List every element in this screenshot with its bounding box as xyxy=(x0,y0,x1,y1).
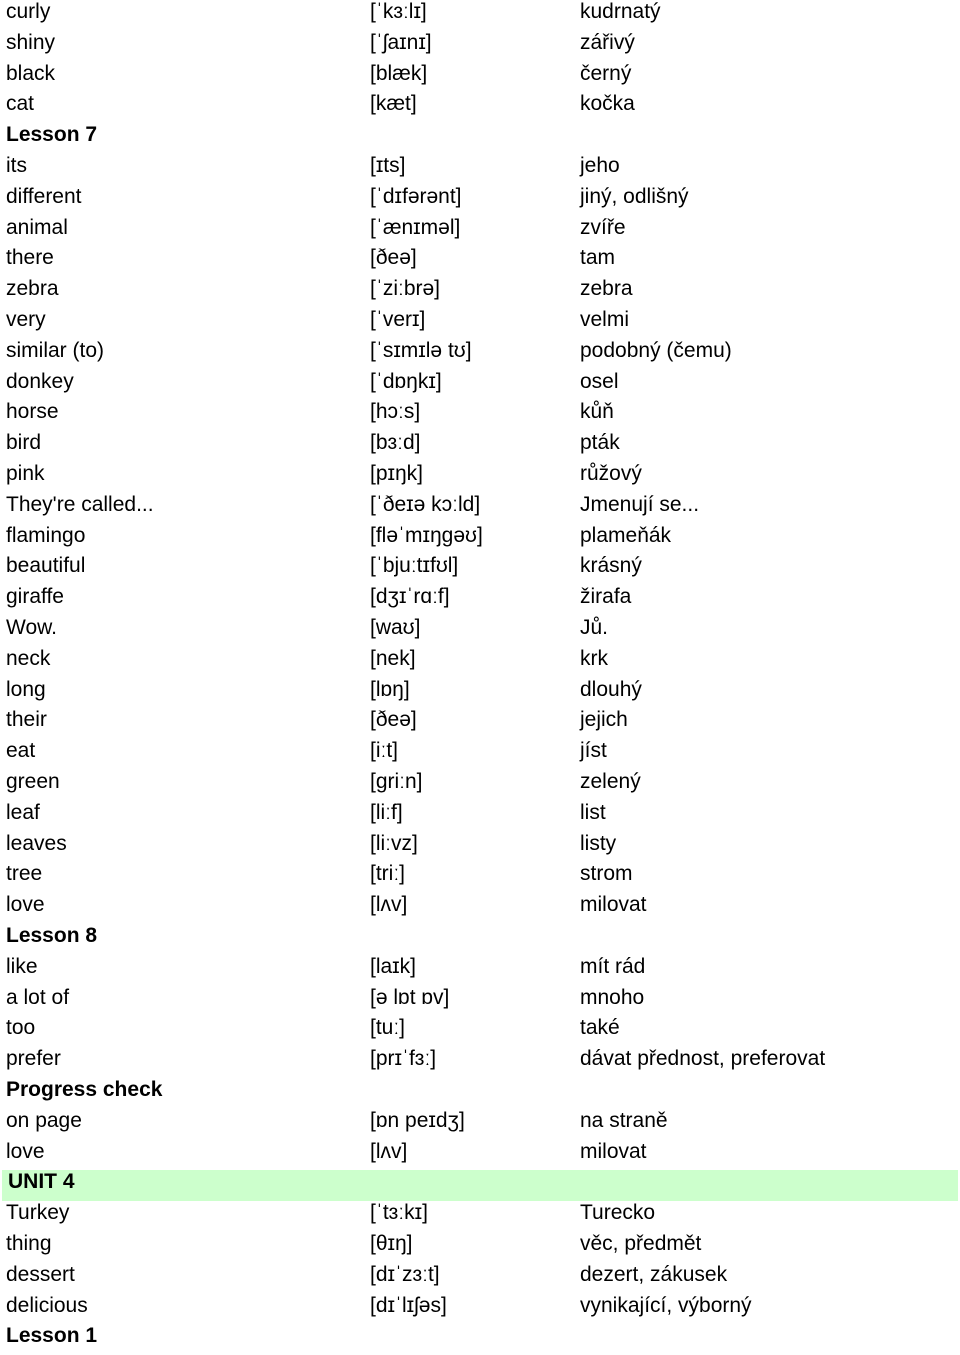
pronunciation: [laɪk] xyxy=(370,954,416,978)
pronunciation: [ðeə] xyxy=(370,708,417,732)
english-word: very xyxy=(6,308,46,331)
table-row xyxy=(0,1109,960,1140)
table-row xyxy=(0,1047,960,1078)
pronunciation: [dɪˈlɪʃəs] xyxy=(370,1293,447,1317)
czech-translation: list xyxy=(580,800,606,824)
table-row xyxy=(0,154,960,185)
table-row xyxy=(0,339,960,370)
czech-translation: pták xyxy=(580,431,620,455)
english-word: They're called... xyxy=(6,492,154,516)
pronunciation: [dɪˈzɜːt] xyxy=(370,1262,440,1286)
pronunciation: [blæk] xyxy=(370,61,428,85)
czech-translation: mít rád xyxy=(580,954,646,978)
czech-translation: také xyxy=(580,1016,620,1040)
pronunciation: [ɒn peɪdʒ] xyxy=(370,1108,465,1132)
english-word: their xyxy=(6,708,47,732)
czech-translation: tam xyxy=(580,246,616,270)
english-word: donkey xyxy=(6,369,74,393)
english-word: shiny xyxy=(6,30,56,54)
czech-translation: žirafa xyxy=(580,585,632,609)
czech-translation: milovat xyxy=(580,1139,647,1163)
pronunciation: [hɔːs] xyxy=(370,400,421,424)
pronunciation: [ˈkɜːlɪ] xyxy=(370,0,427,23)
english-word: cat xyxy=(6,92,35,116)
pronunciation: [ˈænɪməl] xyxy=(370,215,461,239)
table-row xyxy=(0,955,960,986)
table-row xyxy=(0,616,960,647)
czech-translation: černý xyxy=(580,61,632,85)
pronunciation: [pɪŋk] xyxy=(370,462,424,485)
table-row xyxy=(0,1140,960,1171)
table-row xyxy=(0,986,960,1017)
section-title: Progress check xyxy=(6,1078,163,1101)
czech-translation: dávat přednost, preferovat xyxy=(580,1047,826,1071)
pronunciation: [griːn] xyxy=(370,770,423,793)
table-row xyxy=(0,770,960,801)
czech-translation: Jů. xyxy=(580,616,609,639)
english-word: dessert xyxy=(6,1262,75,1286)
table-row xyxy=(0,277,960,308)
unit-heading-row xyxy=(2,1170,958,1201)
table-row xyxy=(0,1294,960,1325)
table-row xyxy=(0,185,960,216)
table-row xyxy=(0,1016,960,1047)
english-word: curly xyxy=(6,0,51,23)
table-row xyxy=(0,801,960,832)
czech-translation: jeho xyxy=(580,154,620,177)
czech-translation: na straně xyxy=(580,1108,668,1132)
czech-translation: jejich xyxy=(580,708,628,732)
czech-translation: jíst xyxy=(580,739,607,763)
czech-translation: dezert, zákusek xyxy=(580,1262,728,1286)
table-row xyxy=(0,493,960,524)
czech-translation: jiný, odlišný xyxy=(580,184,689,208)
table-row xyxy=(0,246,960,277)
english-word: leaves xyxy=(6,831,67,855)
table-row xyxy=(0,832,960,863)
table-row xyxy=(0,62,960,93)
pronunciation: [fləˈmɪŋgəʊ] xyxy=(370,523,483,547)
table-row xyxy=(0,370,960,401)
czech-translation: vynikající, výborný xyxy=(580,1293,752,1317)
english-word: pink xyxy=(6,462,45,485)
table-row xyxy=(0,462,960,493)
pronunciation: [lʌv] xyxy=(370,893,408,917)
english-word: leaf xyxy=(6,800,40,824)
pronunciation: [liːf] xyxy=(370,800,403,824)
table-row xyxy=(0,554,960,585)
pronunciation: [lʌv] xyxy=(370,1139,408,1163)
english-word: green xyxy=(6,770,60,793)
table-row xyxy=(0,647,960,678)
czech-translation: mnoho xyxy=(580,985,645,1009)
czech-translation: kůň xyxy=(580,400,614,424)
pronunciation: [bɜːd] xyxy=(370,431,421,455)
pronunciation: [iːt] xyxy=(370,739,399,763)
section-title: Lesson 7 xyxy=(6,123,98,147)
english-word: eat xyxy=(6,739,36,763)
table-row xyxy=(0,92,960,123)
pronunciation: [ˈdɪfərənt] xyxy=(370,184,462,208)
czech-translation: zebra xyxy=(580,277,633,301)
english-word: beautiful xyxy=(6,554,86,578)
english-word: delicious xyxy=(6,1293,88,1317)
table-row xyxy=(0,308,960,339)
english-word: Turkey xyxy=(6,1201,70,1225)
table-row xyxy=(0,585,960,616)
czech-translation: listy xyxy=(580,831,617,855)
pronunciation: [ɪts] xyxy=(370,154,406,177)
english-word: black xyxy=(6,61,56,85)
table-row xyxy=(0,31,960,62)
pronunciation: [dʒɪˈrɑːf] xyxy=(370,585,450,609)
czech-translation: zářivý xyxy=(580,30,635,54)
czech-translation: věc, předmět xyxy=(580,1232,702,1255)
pronunciation: [θɪŋ] xyxy=(370,1232,413,1255)
english-word: different xyxy=(6,184,82,208)
czech-translation: kočka xyxy=(580,92,635,116)
czech-translation: zvíře xyxy=(580,215,626,239)
pronunciation: [ˈbjuːtɪfʊl] xyxy=(370,554,459,578)
lesson-heading-row xyxy=(0,924,960,955)
pronunciation: [waʊ] xyxy=(370,616,421,639)
pronunciation: [ˈsɪmɪlə tʊ] xyxy=(370,338,472,362)
lesson-heading-row xyxy=(0,123,960,154)
pronunciation: [lɒŋ] xyxy=(370,677,410,701)
czech-translation: milovat xyxy=(580,893,647,917)
table-row xyxy=(0,524,960,555)
czech-translation: dlouhý xyxy=(580,677,642,701)
czech-translation: růžový xyxy=(580,462,642,485)
english-word: love xyxy=(6,893,45,917)
table-row xyxy=(0,1232,960,1263)
pronunciation: [prɪˈfɜː] xyxy=(370,1047,437,1071)
pronunciation: [ˈʃaɪnɪ] xyxy=(370,30,432,54)
czech-translation: osel xyxy=(580,369,619,393)
czech-translation: Jmenují se... xyxy=(580,492,700,516)
czech-translation: podobný (čemu) xyxy=(580,338,732,362)
czech-translation: plameňák xyxy=(580,523,672,547)
section-title: Lesson 8 xyxy=(6,924,98,947)
english-word: too xyxy=(6,1016,36,1040)
english-word: its xyxy=(6,154,27,177)
pronunciation: [liːvz] xyxy=(370,831,418,855)
english-word: Wow. xyxy=(6,616,57,639)
english-word: there xyxy=(6,246,54,270)
table-row xyxy=(0,708,960,739)
czech-translation: strom xyxy=(580,862,633,886)
english-word: neck xyxy=(6,646,51,670)
lesson-heading-row xyxy=(0,1078,960,1109)
table-row xyxy=(0,1201,960,1232)
english-word: tree xyxy=(6,862,43,886)
czech-translation: krk xyxy=(580,646,608,670)
pronunciation: [ˈðeɪə kɔːld] xyxy=(370,492,481,516)
czech-translation: velmi xyxy=(580,308,630,331)
table-row xyxy=(0,862,960,893)
czech-translation: Turecko xyxy=(580,1201,656,1225)
pronunciation: [ˈziːbrə] xyxy=(370,277,441,301)
pronunciation: [kæt] xyxy=(370,92,417,116)
table-row xyxy=(0,216,960,247)
english-word: a lot of xyxy=(6,985,70,1009)
section-title: UNIT 4 xyxy=(8,1170,75,1194)
pronunciation: [tuː] xyxy=(370,1016,406,1040)
english-word: flamingo xyxy=(6,523,86,547)
pronunciation: [ðeə] xyxy=(370,246,417,270)
table-row xyxy=(0,431,960,462)
pronunciation: [nek] xyxy=(370,646,416,670)
english-word: prefer xyxy=(6,1047,61,1071)
english-word: love xyxy=(6,1139,45,1163)
pronunciation: [ə lɒt ɒv] xyxy=(370,985,450,1009)
english-word: zebra xyxy=(6,277,59,301)
lesson-heading-row xyxy=(0,1324,960,1355)
english-word: giraffe xyxy=(6,585,64,609)
english-word: similar (to) xyxy=(6,338,104,362)
pronunciation: [triː] xyxy=(370,862,405,886)
table-row xyxy=(0,400,960,431)
english-word: long xyxy=(6,677,46,701)
pronunciation: [ˈverɪ] xyxy=(370,308,426,331)
czech-translation: krásný xyxy=(580,554,642,578)
english-word: animal xyxy=(6,215,68,239)
table-row xyxy=(0,678,960,709)
english-word: horse xyxy=(6,400,59,424)
pronunciation: [ˈtɜːkɪ] xyxy=(370,1201,428,1225)
english-word: on page xyxy=(6,1108,82,1132)
czech-translation: kudrnatý xyxy=(580,0,661,23)
english-word: thing xyxy=(6,1232,52,1255)
czech-translation: zelený xyxy=(580,770,641,793)
pronunciation: [ˈdɒŋkɪ] xyxy=(370,369,442,393)
english-word: like xyxy=(6,954,38,978)
table-row xyxy=(0,739,960,770)
table-row xyxy=(0,0,960,31)
table-row xyxy=(0,893,960,924)
english-word: bird xyxy=(6,431,42,455)
section-title: Lesson 1 xyxy=(6,1324,98,1348)
table-row xyxy=(0,1263,960,1294)
